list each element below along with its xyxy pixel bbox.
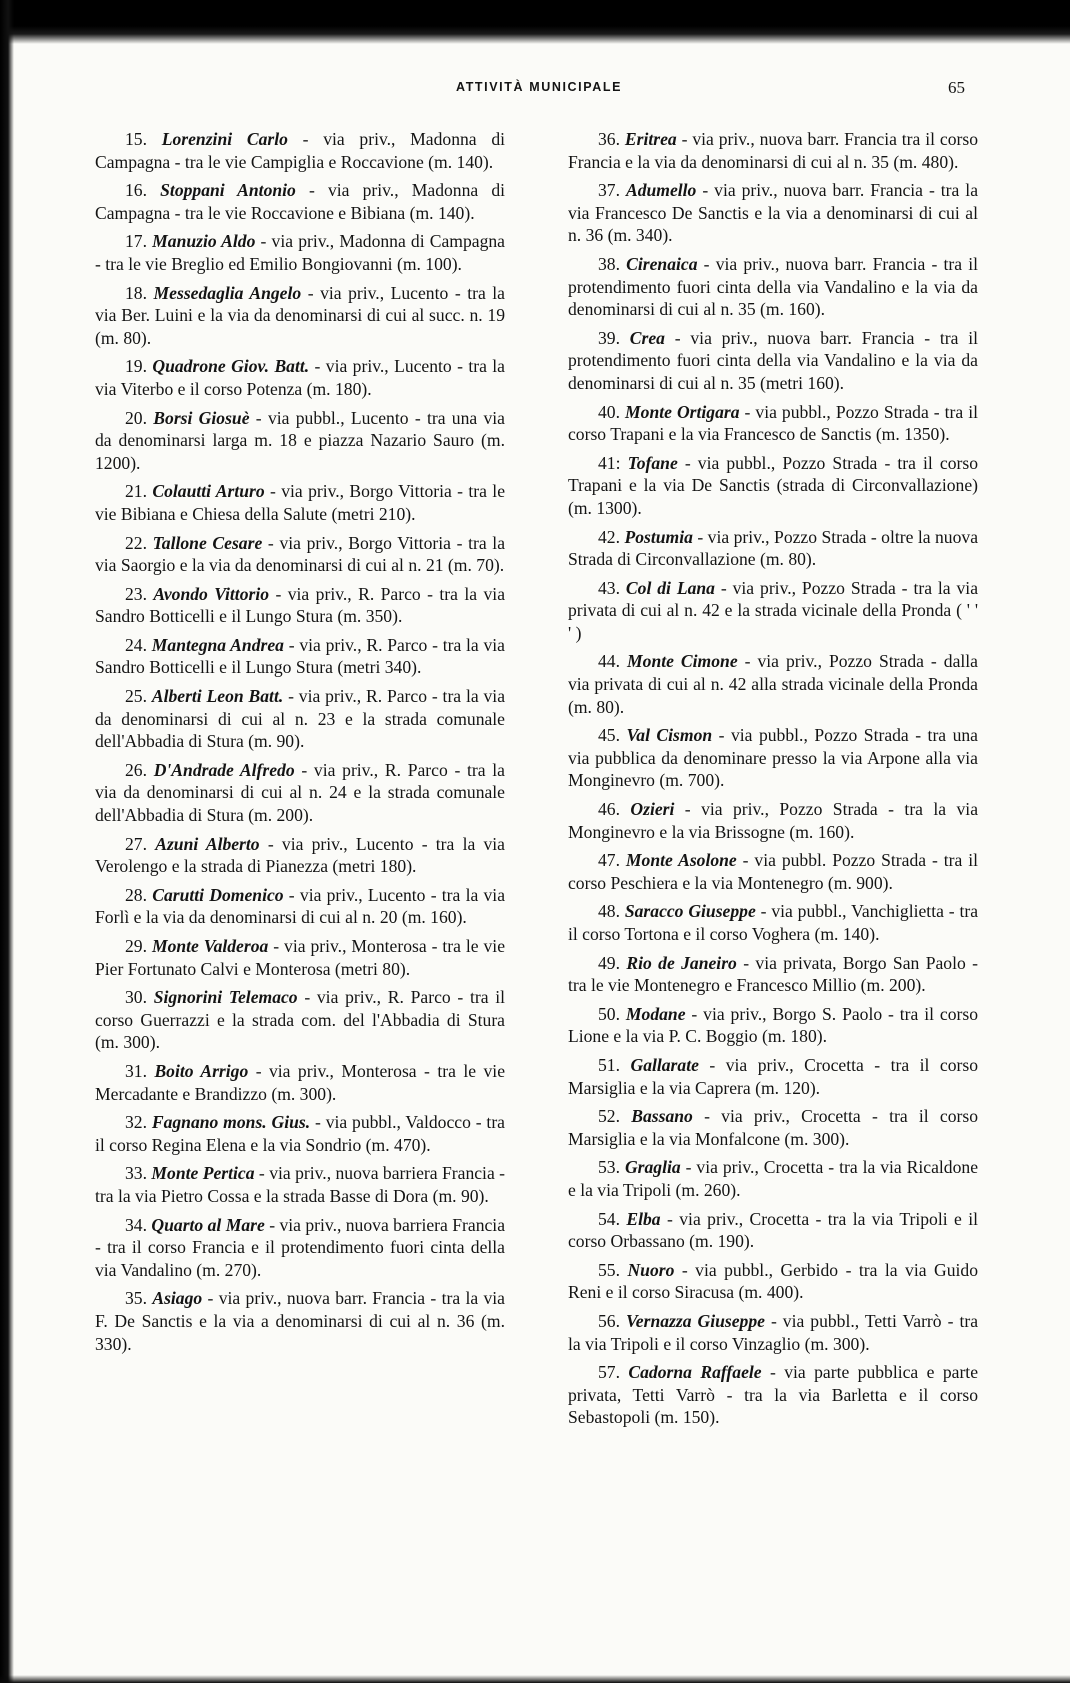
street-entry (568, 577, 978, 645)
street-name: D'Andrade Alfredo (153, 759, 295, 780)
street-entry (95, 355, 505, 400)
street-entry (568, 724, 978, 792)
entry-number: 26. (125, 759, 154, 780)
entry-number: 52. (598, 1106, 632, 1127)
entry-number: 47. (598, 850, 626, 871)
street-name: Messedaglia Angelo (153, 282, 302, 303)
street-entry (568, 1105, 978, 1150)
street-description: - via priv., Madonna di Campagna - tra le vie Campiglia e Roccavione (m. 140). (95, 129, 505, 172)
street-description: - via priv., Pozzo Strada - dalla via privata di cui al n. 42 alla strada vicinale della Pronda (m. 80). (568, 651, 978, 717)
street-name: Graglia (624, 1157, 681, 1178)
street-entry (568, 1208, 978, 1253)
entry-number: 21. (125, 481, 153, 502)
entry-number: 48. (598, 901, 625, 922)
street-description: - via pubbl., Vanchiglietta - tra il corso Tortona e il corso Voghera (m. 140). (568, 901, 978, 944)
street-name: Signorini Telemaco (153, 987, 298, 1008)
entry-number: 23. (125, 583, 154, 604)
left-column (95, 128, 505, 1361)
entry-number: 17. (125, 231, 153, 252)
entry-number: 25. (125, 686, 152, 707)
street-description: - via priv., Borgo Vittoria - tra le vie Bibiana e Chiesa della Salute (metri 210). (95, 481, 506, 524)
street-name: Monte Asolone (625, 850, 737, 871)
entry-number: 22. (125, 532, 153, 553)
street-entry (568, 798, 978, 843)
entry-number: 50. (598, 1003, 626, 1024)
entry-number: 38. (598, 253, 627, 274)
street-entry (95, 179, 505, 224)
entry-number: 55. (598, 1259, 628, 1280)
street-entry (568, 650, 978, 718)
scan-left-border (0, 0, 14, 1683)
street-description: - via priv., Pozzo Strada - tra la via privata di cui al n. 42 e la strada vicinale della Pronda ( ' ' ' ) (568, 577, 979, 643)
entry-number: 28. (125, 884, 153, 905)
entry-number: 33. (125, 1163, 152, 1184)
entry-number: 49. (598, 952, 627, 973)
street-description: - via pubbl., Gerbido - tra la via Guido Reni e il corso Siracusa (m. 400). (568, 1259, 978, 1303)
entry-number: 41: (598, 452, 628, 473)
entry-number: 46. (598, 799, 631, 820)
street-entry (95, 282, 505, 350)
street-name: Ozieri (630, 799, 675, 820)
street-entry (95, 583, 505, 628)
street-entry (95, 759, 505, 827)
scan-bottom-border (0, 1675, 1070, 1683)
street-description: - via priv., Crocetta - tra il corso Marsiglia e la via Caprera (m. 120). (568, 1054, 979, 1098)
street-description: - via priv., Lucento - tra la via Verolengo e la strada di Pianezza (metri 180). (95, 833, 505, 877)
street-entry (95, 1111, 505, 1156)
street-description: - via parte pubblica e parte privata, Tetti Varrò - tra la via Barletta e il corso Sebastopoli (m. 150). (568, 1362, 979, 1428)
street-entry (568, 1054, 978, 1099)
street-description: - via pubbl., Pozzo Strada - tra una via pubblica da denominare presso la via Arpone alla via Monginevro (m. 700). (568, 725, 978, 791)
street-entry (568, 401, 978, 446)
street-name: Cadorna Raffaele (628, 1362, 762, 1383)
street-name: Rio de Janeiro (626, 952, 737, 973)
street-entry (95, 1214, 505, 1282)
street-name: Saracco Giuseppe (624, 901, 756, 922)
street-name: Tallone Cesare (152, 532, 263, 553)
street-name: Monte Cimone (627, 651, 738, 672)
street-name: Nuoro (627, 1259, 675, 1280)
street-name: Gallarate (630, 1054, 699, 1075)
street-description: - via priv., Crocetta - tra il corso Marsiglia e la via Monfalcone (m. 300). (568, 1106, 978, 1149)
street-name: Manuzio Aldo (152, 231, 256, 252)
street-name: Quarto al Mare (151, 1214, 265, 1235)
street-entry (95, 128, 505, 173)
street-description: - via priv., Madonna di Campagna - tra le vie Breglio ed Emilio Bongiovanni (m. 100). (95, 231, 505, 274)
entry-number: 20. (125, 407, 154, 428)
entry-number: 27. (125, 833, 156, 854)
street-name: Carutti Domenico (152, 884, 284, 905)
street-entry (568, 1310, 978, 1355)
street-description: - via priv., Crocetta - tra la via Ricaldone e la via Tripoli (m. 260). (568, 1157, 978, 1200)
street-name: Quadrone Giov. Batt. (152, 356, 310, 377)
street-name: Modane (625, 1003, 686, 1024)
street-description: - via priv., nuova barr. Francia tra il corso Francia e la via da denominarsi di cui al n. 35 (m. 480). (568, 129, 978, 172)
street-description: - via priv., nuova barr. Francia - tra il protendimento fuori cinta della via Vandalino e la via da denominarsi di cui al n. 35 (metri 160). (568, 327, 978, 393)
street-description: - via priv., nuova barr. Francia - tra la via F. De Sanctis e la via a denominarsi di cui al n. 36 (m. 330). (95, 1288, 505, 1354)
street-description: - via pubbl., Valdocco - tra il corso Regina Elena e la via Sondrio (m. 470). (95, 1112, 505, 1155)
street-description: - via pubbl., Pozzo Strada - tra il corso Trapani e la via De Sanctis (strada di Circonvallazione) (m. 1300). (568, 452, 978, 518)
street-entry (568, 452, 978, 520)
entry-number: 34. (125, 1214, 152, 1235)
street-entry (568, 253, 978, 321)
entry-number: 15. (125, 129, 162, 149)
street-name: Val Cismon (626, 725, 713, 746)
street-description: - via priv., Monterosa - tra le vie Mercadante e Brandizzo (m. 300). (95, 1060, 505, 1104)
street-name: Postumia (624, 526, 693, 547)
street-description: - via priv., Lucento - tra la via Viterbo e il corso Potenza (m. 180). (95, 356, 505, 399)
street-name: Mantegna Andrea (151, 634, 284, 655)
street-entry (568, 1259, 978, 1304)
entry-number: 39. (598, 327, 630, 348)
street-description: - via priv., Madonna di Campagna - tra le vie Roccavione e Bibiana (m. 140). (95, 180, 506, 223)
street-name: Monte Ortigara (625, 401, 740, 422)
street-entry (95, 480, 505, 525)
street-name: Boito Arrigo (154, 1060, 249, 1081)
street-name: Colautti Arturo (152, 481, 265, 502)
street-entry (568, 1361, 978, 1429)
street-name: Elba (626, 1208, 661, 1229)
entry-number: 30. (125, 987, 154, 1008)
street-entry (568, 179, 978, 247)
street-description: - via priv., Borgo S. Paolo - tra il corso Lione e la via P. C. Boggio (m. 180). (568, 1003, 979, 1047)
street-entry (95, 634, 505, 679)
street-description: - via priv., nuova barriera Francia - tra la via Pietro Cossa e la strada Basse di Dora (m. 90). (95, 1163, 506, 1206)
street-name: Col di Lana (625, 577, 715, 598)
street-description: - via priv., R. Parco - tra la via da denominarsi di cui al n. 24 e la strada comunale dell'Abbadia di Stura (m. 200). (95, 759, 505, 826)
street-name: Crea (629, 327, 665, 348)
street-entry (568, 1156, 978, 1201)
page-header (0, 78, 1070, 102)
street-description: - via priv., nuova barr. Francia - tra il protendimento fuori cinta della via Vandalino e la via da denominarsi di cui al n. 35 (m. 160). (568, 253, 978, 320)
street-description: - via priv., R. Parco - tra la via da denominarsi di cui al n. 23 e la strada comunale dell'Abbadia di Stura (m. 90). (95, 686, 505, 752)
street-description: - via priv., Lucento - tra la via Forlì e la via da denominarsi di cui al n. 20 (m. 160). (95, 884, 505, 928)
street-name: Asiago (152, 1288, 203, 1309)
street-description: - via priv., R. Parco - tra la via Sandro Botticelli e il Lungo Stura (metri 340). (95, 634, 505, 678)
entry-number: 31. (125, 1060, 155, 1081)
street-description: - via priv., Monterosa - tra le vie Pier Fortunato Calvi e Monterosa (metri 80). (95, 936, 505, 979)
entry-number: 37. (598, 180, 626, 201)
street-name: Tofane (627, 452, 678, 473)
street-entry (95, 532, 505, 577)
street-name: Bassano (631, 1106, 693, 1127)
street-entry (95, 1287, 505, 1355)
street-name: Lorenzini Carlo (161, 129, 288, 149)
running-title: ATTIVITÀ MUNICIPALE (456, 80, 623, 94)
entry-number: 44. (598, 651, 627, 672)
street-entry (95, 986, 505, 1054)
street-name: Eritrea (624, 129, 677, 149)
entry-number: 36. (598, 129, 625, 149)
street-description: - via priv., R. Parco - tra la via Sandro Botticelli e il Lungo Stura (m. 350). (95, 583, 506, 627)
street-name: Vernazza Giuseppe (626, 1310, 765, 1331)
entry-number: 43. (598, 577, 626, 598)
street-entry (95, 407, 505, 475)
street-name: Avondo Vittorio (153, 583, 270, 604)
street-entry (568, 849, 978, 894)
entry-number: 29. (125, 936, 152, 956)
street-entry (95, 935, 505, 980)
right-column (568, 128, 978, 1435)
entry-number: 54. (598, 1208, 627, 1229)
street-description: - via pubbl. Pozzo Strada - tra il corso Peschiera e la via Montenegro (m. 900). (568, 850, 978, 893)
street-entry (95, 685, 505, 753)
street-entry (95, 1162, 505, 1207)
entry-number: 40. (598, 401, 626, 422)
street-description: - via pubbl., Tetti Varrò - tra la via Tripoli e il corso Vinzaglio (m. 300). (568, 1310, 978, 1354)
page-number: 65 (948, 78, 965, 97)
street-name: Alberti Leon Batt. (151, 686, 284, 707)
street-name: Borsi Giosuè (153, 407, 250, 428)
street-entry (568, 952, 978, 997)
street-entry (568, 1003, 978, 1048)
street-entry (568, 327, 978, 395)
street-entry (95, 230, 505, 275)
street-entry (568, 900, 978, 945)
street-description: - via priv., Pozzo Strada - oltre la nuova Strada di Circonvallazione (m. 80). (568, 526, 979, 570)
street-description: - via priv., Pozzo Strada - tra la via Monginevro e la via Brissogne (m. 160). (568, 799, 978, 842)
street-name: Azuni Alberto (155, 833, 260, 854)
street-description: - via priv., Crocetta - tra la via Tripoli e il corso Orbassano (m. 190). (568, 1208, 978, 1252)
street-description: - via privata, Borgo San Paolo - tra le vie Montenegro e Francesco Millio (m. 200). (568, 952, 978, 996)
entry-number: 19. (125, 356, 153, 377)
street-entry (568, 128, 978, 173)
street-name: Fagnano mons. Gius. (151, 1112, 311, 1133)
entry-number: 24. (125, 634, 152, 655)
street-description: - via pubbl., Lucento - tra una via da denominarsi larga m. 18 e piazza Nazario Sauro (m. 1200). (95, 407, 505, 473)
street-entry (95, 833, 505, 878)
entry-number: 35. (125, 1288, 153, 1309)
street-description: - via priv., Borgo Vittoria - tra la via Saorgio e la via da denominarsi di cui al n. 21 (m. 70). (95, 532, 506, 576)
street-name: Monte Pertica (151, 1163, 255, 1184)
street-name: Adumello (625, 180, 697, 201)
entry-number: 56. (598, 1310, 626, 1331)
street-name: Stoppani Antonio (160, 180, 296, 201)
street-name: Cirenaica (626, 253, 698, 274)
street-description: - via priv., nuova barriera Francia - tra il corso Francia e il protendimento fuori cinta della via Vandalino (m. 270). (95, 1214, 506, 1280)
entry-number: 45. (598, 725, 627, 746)
street-description: - via priv., Lucento - tra la via Ber. Luini e la via da denominarsi di cui al succ. n. 19 (m. 80). (95, 282, 505, 348)
entry-number: 53. (598, 1157, 625, 1178)
entry-number: 42. (598, 526, 625, 547)
street-entry (95, 1060, 505, 1105)
street-description: - via priv., nuova barr. Francia - tra la via Francesco De Sanctis e la via a denominarsi di cui al n. 36 (m. 340). (568, 180, 978, 246)
entry-number: 18. (125, 282, 154, 303)
street-description: - via pubbl., Pozzo Strada - tra il corso Trapani e la via Francesco de Sanctis (m. 1350). (568, 401, 979, 445)
entry-number: 57. (598, 1362, 629, 1383)
street-name: Monte Valderoa (151, 936, 269, 956)
entry-number: 16. (125, 180, 161, 201)
scan-top-border (0, 0, 1070, 44)
street-entry (95, 884, 505, 929)
entry-number: 32. (125, 1112, 152, 1133)
street-description: - via priv., R. Parco - tra il corso Guerrazzi e la strada com. del l'Abbadia di Stura (m. 300). (95, 987, 506, 1053)
street-entry (568, 526, 978, 571)
entry-number: 51. (598, 1054, 631, 1075)
